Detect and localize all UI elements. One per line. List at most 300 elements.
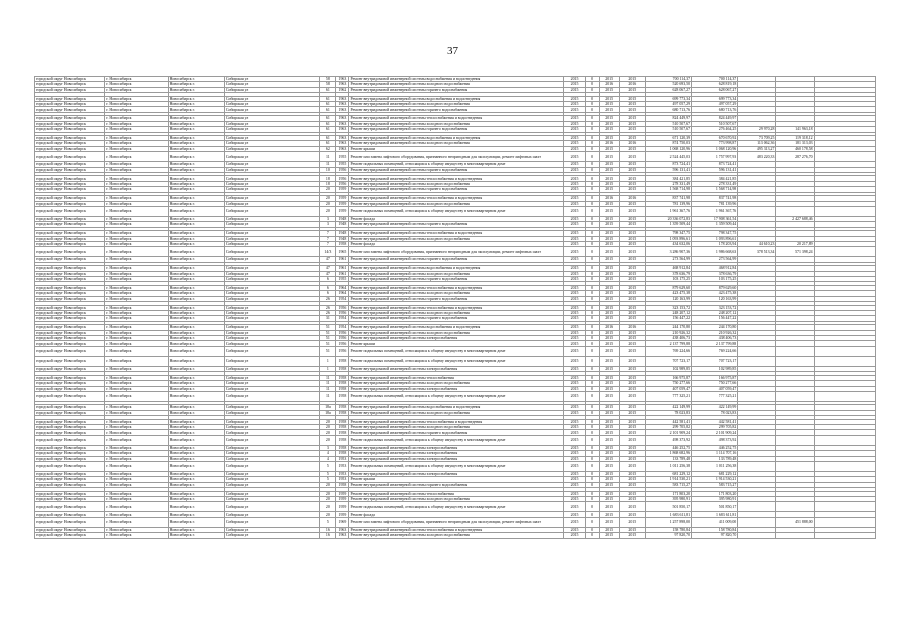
cell-street: Сибирская ул	[224, 391, 319, 401]
cell-city: Новосибирск г.	[168, 277, 224, 282]
cell-house-number: 1	[320, 356, 336, 366]
cell-city: Новосибирск г.	[168, 241, 224, 246]
cell-cost-extra	[814, 533, 875, 538]
cell-work-type: Ремонт внутридомовой инженерной системы холодного водоснабжения	[349, 330, 564, 335]
cell-col-zero: 0	[585, 296, 599, 301]
cell-cost-total: 407 059,47	[645, 386, 691, 391]
cell-col-zero: 0	[585, 311, 599, 316]
cell-cost-owners: 378 513,34	[738, 247, 776, 257]
cell-cost-other: 119 318,12	[776, 136, 814, 141]
cell-plan-year: 2015	[564, 196, 585, 201]
cell-city: Новосибирск г.	[168, 196, 224, 201]
cell-year-built: 1963	[336, 96, 349, 101]
cell-city: Новосибирск г.	[168, 391, 224, 401]
cell-start-year: 2015	[599, 512, 619, 517]
cell-cost-owners: 29 970,28	[738, 127, 776, 132]
cell-cost-total: 395 980,91	[645, 497, 691, 502]
cell-col-zero: 0	[585, 336, 599, 341]
cell-street: Сибирская ул	[224, 451, 319, 456]
cell-house-number: 47	[320, 271, 336, 276]
cell-start-year: 2015	[599, 236, 619, 241]
cell-settlement: г. Новосибирск	[105, 497, 168, 502]
cell-col-zero: 0	[585, 162, 599, 167]
cell-work-type: Ремонт внутридомовой инженерной системы водоснабжения и водоотведения	[349, 136, 564, 141]
cell-house-number: 6	[320, 291, 336, 296]
cell-cost-fund: 1 011 256,38	[692, 462, 738, 472]
cell-cost-total: 3 286 907,36	[645, 247, 691, 257]
cell-work-type: Ремонт внутридомовой инженерной системы горячего водоснабжения	[349, 187, 564, 192]
cell-municipality: городской округ Новосибирск	[35, 325, 105, 330]
cell-start-year: 2015	[599, 187, 619, 192]
cell-cost-fund: 323 153,72	[692, 305, 738, 310]
cell-cost-fund: 133 789,48	[692, 456, 738, 461]
cell-plan-year: 2015	[564, 366, 585, 371]
cell-house-number: 10	[320, 167, 336, 172]
cell-house-number: 51	[320, 346, 336, 356]
cell-end-year: 2015	[619, 330, 645, 335]
cell-cost-other: 181 313,03	[776, 141, 814, 146]
cell-cost-fund: 468 912,84	[692, 266, 738, 271]
cell-year-built: 1958	[336, 366, 349, 371]
cell-col-zero: 0	[585, 356, 599, 366]
cell-start-year: 2015	[599, 336, 619, 341]
cell-street: Сибирская ул	[224, 462, 319, 472]
cell-city: Новосибирск г.	[168, 152, 224, 162]
cell-end-year: 2015	[619, 451, 645, 456]
cell-cost-fund: 837 741,98	[692, 196, 738, 201]
cell-end-year: 2015	[619, 201, 645, 206]
cell-plan-year: 2015	[564, 116, 585, 121]
cell-municipality: городской округ Новосибирск	[35, 462, 105, 472]
cell-cost-fund: 2 101 909,24	[692, 430, 738, 435]
cell-settlement: г. Новосибирск	[105, 196, 168, 201]
cell-col-zero: 0	[585, 206, 599, 216]
cell-municipality: городской округ Новосибирск	[35, 222, 105, 227]
table-row	[35, 391, 876, 401]
cell-municipality: городской округ Новосибирск	[35, 271, 105, 276]
cell-municipality: городской округ Новосибирск	[35, 336, 105, 341]
cell-house-number: 7	[320, 241, 336, 246]
cell-cost-fund: 395 980,91	[692, 497, 738, 502]
cell-street: Сибирская ул	[224, 146, 319, 151]
cell-house-number: 26	[320, 296, 336, 301]
cell-municipality: городской округ Новосибирск	[35, 456, 105, 461]
cell-col-zero: 0	[585, 330, 599, 335]
cell-end-year: 2015	[619, 236, 645, 241]
cell-settlement: г. Новосибирск	[105, 247, 168, 257]
cell-plan-year: 2015	[564, 87, 585, 92]
cell-start-year: 2015	[599, 491, 619, 496]
cell-street: Сибирская ул	[224, 285, 319, 290]
cell-year-built: 1954	[336, 325, 349, 330]
cell-work-type: Ремонт внутридомовой инженерной системы холодного водоснабжения	[349, 425, 564, 430]
cell-settlement: г. Новосибирск	[105, 231, 168, 236]
cell-city: Новосибирск г.	[168, 236, 224, 241]
cell-cost-total: 628 067,27	[645, 87, 691, 92]
cell-col-zero: 0	[585, 386, 599, 391]
cell-col-zero: 0	[585, 102, 599, 107]
cell-house-number: 26	[320, 311, 336, 316]
cell-house-number: 51	[320, 330, 336, 335]
cell-year-built: 1958	[336, 419, 349, 424]
cell-street: Сибирская ул	[224, 341, 319, 346]
cell-house-number: 7	[320, 231, 336, 236]
cell-work-type: Ремонт внутридомовой инженерной системы горячего водоснабжения	[349, 222, 564, 227]
cell-city: Новосибирск г.	[168, 247, 224, 257]
cell-municipality: городской округ Новосибирск	[35, 517, 105, 527]
cell-cost-total: 384 421,85	[645, 176, 691, 181]
cell-cost-total: 102 989,85	[645, 366, 691, 371]
cell-cost-total: 278 331,49	[645, 181, 691, 186]
cell-municipality: городской округ Новосибирск	[35, 405, 105, 410]
cell-cost-total: 2 101 909,24	[645, 430, 691, 435]
cell-municipality: городской округ Новосибирск	[35, 87, 105, 92]
cell-col-zero: 0	[585, 491, 599, 496]
cell-house-number: 61	[320, 116, 336, 121]
cell-year-built: 1953	[336, 477, 349, 482]
cell-house-number: 6	[320, 277, 336, 282]
cell-municipality: городской округ Новосибирск	[35, 435, 105, 445]
cell-work-type: Ремонт внутридомовой инженерной системы холодного водоснабжения	[349, 236, 564, 241]
cell-end-year: 2015	[619, 311, 645, 316]
cell-start-year: 2015	[599, 162, 619, 167]
cell-settlement: г. Новосибирск	[105, 285, 168, 290]
cell-municipality: городской округ Новосибирск	[35, 527, 105, 532]
cell-year-built: 1963	[336, 116, 349, 121]
cell-house-number: 61	[320, 127, 336, 132]
cell-work-type: Ремонт внутридомовой инженерной системы холодного водоснабжения	[349, 271, 564, 276]
cell-col-zero: 0	[585, 201, 599, 206]
cell-cost-fund: 1 093 896,61	[692, 236, 738, 241]
cell-end-year: 2015	[619, 222, 645, 227]
cell-start-year: 2015	[599, 136, 619, 141]
cell-cost-total: 583 715,27	[645, 482, 691, 487]
cell-settlement: г. Новосибирск	[105, 257, 168, 262]
cell-year-built: 1964	[336, 291, 349, 296]
cell-city: Новосибирск г.	[168, 222, 224, 227]
cell-cost-fund: 1 114 707,16	[692, 451, 738, 456]
cell-street: Сибирская ул	[224, 96, 319, 101]
cell-cost-fund: 446 252,75	[692, 445, 738, 450]
cell-cost-total: 520 693,50	[645, 82, 691, 87]
cell-municipality: городской округ Новосибирск	[35, 266, 105, 271]
cell-cost-fund: 422 149,99	[692, 405, 738, 410]
cell-cost-owners: 113 062,36	[738, 141, 776, 146]
cell-municipality: городской округ Новосибирск	[35, 176, 105, 181]
cell-settlement: г. Новосибирск	[105, 176, 168, 181]
cell-cost-total: 422 149,99	[645, 405, 691, 410]
cell-col-zero: 0	[585, 141, 599, 146]
cell-cost-other	[776, 206, 814, 216]
cell-house-number: 20	[320, 482, 336, 487]
cell-city: Новосибирск г.	[168, 296, 224, 301]
cell-street: Сибирская ул	[224, 136, 319, 141]
cell-city: Новосибирск г.	[168, 346, 224, 356]
cell-cost-other: 2 427 688,46	[776, 216, 814, 221]
cell-year-built: 1963	[336, 136, 349, 141]
table-row	[35, 435, 876, 445]
cell-start-year: 2015	[599, 216, 619, 221]
cell-year-built: 1953	[336, 462, 349, 472]
cell-settlement: г. Новосибирск	[105, 162, 168, 167]
cell-street: Сибирская ул	[224, 231, 319, 236]
cell-start-year: 2015	[599, 472, 619, 477]
cell-street: Сибирская ул	[224, 127, 319, 132]
cell-col-zero: 0	[585, 445, 599, 450]
cell-house-number: 4	[320, 451, 336, 456]
cell-municipality: городской округ Новосибирск	[35, 291, 105, 296]
cell-street: Сибирская ул	[224, 201, 319, 206]
cell-end-year: 2015	[619, 305, 645, 310]
cell-year-built: 1956	[336, 181, 349, 186]
cell-cost-total: 824 449,97	[645, 116, 691, 121]
cell-work-type: Ремонт крыши	[349, 146, 564, 151]
cell-year-built: 1963	[336, 141, 349, 146]
cell-start-year: 2015	[599, 146, 619, 151]
cell-start-year: 2015	[599, 107, 619, 112]
cell-col-zero: 0	[585, 285, 599, 290]
cell-col-zero: 0	[585, 430, 599, 435]
cell-work-type: Ремонт подвальных помещений, относящихся к общему имуществу в многоквартирном доме	[349, 391, 564, 401]
cell-settlement: г. Новосибирск	[105, 141, 168, 146]
cell-work-type: Ремонт подвальных помещений, относящихся к общему имуществу в многоквартирном доме	[349, 356, 564, 366]
cell-plan-year: 2015	[564, 277, 585, 282]
cell-plan-year: 2015	[564, 386, 585, 391]
cell-end-year: 2015	[619, 391, 645, 401]
cell-work-type: Ремонт или замена лифтового оборудования, признанного непригодным для эксплуатации, ремонт лифтовых шахт	[349, 517, 564, 527]
cell-city: Новосибирск г.	[168, 216, 224, 221]
cell-col-zero: 0	[585, 136, 599, 141]
cell-city: Новосибирск г.	[168, 87, 224, 92]
cell-plan-year: 2015	[564, 181, 585, 186]
cell-plan-year: 2015	[564, 410, 585, 415]
cell-cost-fund: 423 475,38	[692, 291, 738, 296]
cell-start-year: 2015	[599, 533, 619, 538]
cell-start-year: 2015	[599, 77, 619, 82]
cell-city: Новосибирск г.	[168, 419, 224, 424]
cell-cost-fund: 1 757 997,93	[692, 152, 738, 162]
cell-plan-year: 2015	[564, 325, 585, 330]
cell-municipality: городской округ Новосибирск	[35, 451, 105, 456]
table-row	[35, 206, 876, 216]
cell-col-zero: 0	[585, 216, 599, 221]
cell-end-year: 2015	[619, 266, 645, 271]
cell-cost-fund: 407 059,47	[692, 386, 738, 391]
cell-year-built: 1958	[336, 386, 349, 391]
cell-municipality: городской округ Новосибирск	[35, 127, 105, 132]
cell-col-zero: 0	[585, 527, 599, 532]
cell-street: Сибирская ул	[224, 336, 319, 341]
cell-municipality: городской округ Новосибирск	[35, 341, 105, 346]
cell-cost-fund: 276 464,25	[692, 127, 738, 132]
cell-house-number: 6	[320, 285, 336, 290]
cell-year-built: 1959	[336, 512, 349, 517]
cell-city: Новосибирск г.	[168, 477, 224, 482]
cell-municipality: городской округ Новосибирск	[35, 330, 105, 335]
cell-street: Сибирская ул	[224, 527, 319, 532]
cell-end-year: 2015	[619, 502, 645, 512]
cell-work-type: Ремонт внутридомовой инженерной системы электроснабжения	[349, 456, 564, 461]
cell-settlement: г. Новосибирск	[105, 386, 168, 391]
cell-end-year: 2015	[619, 435, 645, 445]
cell-city: Новосибирск г.	[168, 386, 224, 391]
cell-house-number: 7	[320, 236, 336, 241]
cell-street: Сибирская ул	[224, 405, 319, 410]
cell-start-year: 2015	[599, 502, 619, 512]
cell-plan-year: 2015	[564, 375, 585, 380]
cell-house-number: 61	[320, 107, 336, 112]
cell-plan-year: 2015	[564, 419, 585, 424]
cell-year-built: 1961	[336, 266, 349, 271]
cell-col-zero: 0	[585, 425, 599, 430]
cell-municipality: городской округ Новосибирск	[35, 206, 105, 216]
cell-city: Новосибирск г.	[168, 330, 224, 335]
cell-start-year: 2015	[599, 386, 619, 391]
cell-street: Сибирская ул	[224, 381, 319, 386]
cell-start-year: 2015	[599, 375, 619, 380]
cell-municipality: городской округ Новосибирск	[35, 381, 105, 386]
cell-start-year: 2015	[599, 356, 619, 366]
cell-city: Новосибирск г.	[168, 356, 224, 366]
cell-plan-year: 2015	[564, 477, 585, 482]
cell-start-year: 2015	[599, 381, 619, 386]
cell-city: Новосибирск г.	[168, 107, 224, 112]
cell-municipality: городской округ Новосибирск	[35, 375, 105, 380]
cell-settlement: г. Новосибирск	[105, 305, 168, 310]
cell-municipality: городской округ Новосибирск	[35, 96, 105, 101]
cell-settlement: г. Новосибирск	[105, 167, 168, 172]
cell-work-type: Ремонт внутридомовой инженерной системы горячего водоснабжения	[349, 430, 564, 435]
cell-year-built: 1956	[336, 167, 349, 172]
cell-col-zero: 0	[585, 181, 599, 186]
cell-start-year: 2015	[599, 482, 619, 487]
cell-municipality: городской округ Новосибирск	[35, 121, 105, 126]
cell-cost-total: 299 705,82	[645, 425, 691, 430]
cell-city: Новосибирск г.	[168, 271, 224, 276]
cell-cost-fund: 873 724,41	[692, 162, 738, 167]
cell-year-built: 1962	[336, 87, 349, 92]
cell-city: Новосибирск г.	[168, 410, 224, 415]
cell-cost-total: 158 780,84	[645, 527, 691, 532]
cell-municipality: городской округ Новосибирск	[35, 346, 105, 356]
cell-plan-year: 2015	[564, 311, 585, 316]
cell-cost-total: 1 683 611,81	[645, 512, 691, 517]
cell-city: Новосибирск г.	[168, 325, 224, 330]
cell-settlement: г. Новосибирск	[105, 136, 168, 141]
cell-year-built: 1954	[336, 296, 349, 301]
cell-settlement: г. Новосибирск	[105, 356, 168, 366]
cell-municipality: городской округ Новосибирск	[35, 141, 105, 146]
cell-year-built: 1959	[336, 206, 349, 216]
cell-end-year: 2015	[619, 176, 645, 181]
cell-start-year: 2015	[599, 477, 619, 482]
cell-city: Новосибирск г.	[168, 181, 224, 186]
cell-year-built: 1963	[336, 527, 349, 532]
cell-year-built: 1948	[336, 222, 349, 227]
cell-end-year: 2015	[619, 291, 645, 296]
cell-street: Сибирская ул	[224, 386, 319, 391]
cell-work-type: Ремонт внутридомовой инженерной системы горячего водоснабжения	[349, 482, 564, 487]
cell-end-year: 2015	[619, 146, 645, 151]
cell-year-built: 1948	[336, 231, 349, 236]
cell-cost-total: 671 120,39	[645, 136, 691, 141]
cell-work-type: Ремонт фасада	[349, 512, 564, 517]
cell-year-built: 1959	[336, 196, 349, 201]
cell-col-zero: 0	[585, 435, 599, 445]
cell-cost-other: 141 963,18	[776, 127, 814, 132]
cell-house-number: 20	[320, 512, 336, 517]
cell-cost-total: 510 507,67	[645, 121, 691, 126]
cell-plan-year: 2015	[564, 456, 585, 461]
cell-end-year: 2015	[619, 257, 645, 262]
cell-cost-fund: 681 229,12	[692, 472, 738, 477]
cell-cost-fund: 497 057,29	[692, 102, 738, 107]
cell-year-built: 1958	[336, 482, 349, 487]
cell-col-zero: 0	[585, 222, 599, 227]
cell-street: Сибирская ул	[224, 162, 319, 167]
cell-plan-year: 2015	[564, 405, 585, 410]
cell-settlement: г. Новосибирск	[105, 430, 168, 435]
cell-street: Сибирская ул	[224, 116, 319, 121]
table-row	[35, 517, 876, 527]
cell-plan-year: 2015	[564, 491, 585, 496]
cell-cost-fund: 777 325,21	[692, 391, 738, 401]
cell-house-number: 20	[320, 435, 336, 445]
cell-plan-year: 2015	[564, 330, 585, 335]
cell-year-built: 1953	[336, 472, 349, 477]
cell-work-type: Ремонт внутридомовой инженерной системы водоснабжения и водоотведения	[349, 266, 564, 271]
cell-settlement: г. Новосибирск	[105, 445, 168, 450]
cell-settlement: г. Новосибирск	[105, 502, 168, 512]
cell-cost-fund: 442 581,41	[692, 419, 738, 424]
cell-street: Сибирская ул	[224, 325, 319, 330]
cell-plan-year: 2015	[564, 517, 585, 527]
cell-work-type: Ремонт внутридомовой инженерной системы теплоснабжения и водоотведения	[349, 305, 564, 310]
cell-col-zero: 0	[585, 241, 599, 246]
cell-street: Сибирская ул	[224, 410, 319, 415]
cell-municipality: городской округ Новосибирск	[35, 445, 105, 450]
cell-year-built: 1959	[336, 502, 349, 512]
cell-settlement: г. Новосибирск	[105, 296, 168, 301]
cell-year-built: 1959	[336, 497, 349, 502]
cell-cost-total: 97 820,70	[645, 533, 691, 538]
cell-year-built: 1963	[336, 77, 349, 82]
cell-settlement: г. Новосибирск	[105, 82, 168, 87]
cell-municipality: городской округ Новосибирск	[35, 136, 105, 141]
cell-cost-extra	[814, 346, 875, 356]
cell-work-type: Ремонт фасада	[349, 216, 564, 221]
cell-work-type: Ремонт внутридомовой инженерной системы холодного водоснабжения	[349, 201, 564, 206]
cell-end-year: 2015	[619, 167, 645, 172]
cell-end-year: 2015	[619, 181, 645, 186]
cell-plan-year: 2015	[564, 121, 585, 126]
cell-cost-owners	[738, 502, 776, 512]
cell-cost-total: 699 773,34	[645, 96, 691, 101]
cell-work-type: Ремонт внутридомовой инженерной системы теплоснабжения	[349, 491, 564, 496]
cell-start-year: 2016	[599, 82, 619, 87]
cell-street: Сибирская ул	[224, 291, 319, 296]
cell-city: Новосибирск г.	[168, 527, 224, 532]
cell-end-year: 2015	[619, 127, 645, 132]
cell-house-number: 11	[320, 391, 336, 401]
cell-end-year: 2015	[619, 517, 645, 527]
cell-work-type: Ремонт внутридомовой инженерной системы водоснабжения и водоотведения	[349, 96, 564, 101]
capital-repair-table	[34, 76, 876, 539]
cell-end-year: 2015	[619, 107, 645, 112]
cell-settlement: г. Новосибирск	[105, 419, 168, 424]
cell-work-type: Ремонт внутридомовой инженерной системы электроснабжения	[349, 451, 564, 456]
cell-col-zero: 0	[585, 462, 599, 472]
